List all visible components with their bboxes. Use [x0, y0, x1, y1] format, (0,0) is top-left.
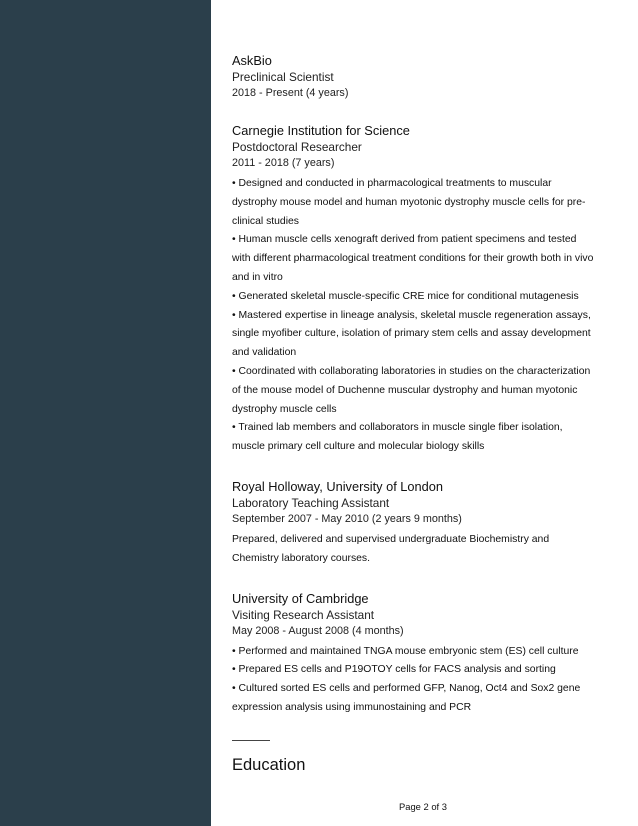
job-description-line: dystrophy mouse model and human myotonic dystrophy muscle cells for pre- — [232, 196, 586, 208]
section-heading-education: Education — [232, 755, 306, 774]
job-description-line: • Coordinated with collaborating laboratories in studies on the characterization — [232, 365, 591, 377]
job-description-line: dystrophy muscle cells — [232, 403, 337, 415]
job-description-line: • Trained lab members and collaborators in muscle single fiber isolation, — [232, 422, 563, 434]
section-divider — [232, 740, 270, 741]
job-dates: May 2008 - August 2008 (4 months) — [232, 624, 404, 637]
job-entry-askbio — [232, 53, 622, 101]
sidebar-panel — [0, 0, 211, 826]
job-description-line: • Prepared ES cells and P19OTOY cells for FACS analysis and sorting — [232, 664, 556, 676]
job-company: AskBio — [232, 53, 272, 68]
job-description-line: and validation — [232, 347, 297, 359]
job-dates: 2011 - 2018 (7 years) — [232, 157, 335, 169]
job-entry-royal-holloway — [232, 479, 622, 569]
job-title: Preclinical Scientist — [232, 70, 334, 84]
job-company: University of Cambridge — [232, 590, 369, 606]
job-description-line: • Generated skeletal muscle-specific CRE mice for conditional mutagenesis — [232, 290, 579, 302]
page-number: Page 2 of 3 — [399, 801, 447, 812]
job-description-line: with different pharmacological treatment conditions for their growth both in vivo — [232, 253, 594, 265]
job-dates: September 2007 - May 2010 (2 years 9 months) — [232, 512, 462, 525]
job-description-line: of the mouse model of Duchenne muscular dystrophy and human myotonic — [232, 384, 578, 396]
job-description-line: single myofiber culture, isolation of primary stem cells and assay development — [232, 328, 591, 340]
job-dates: 2018 - Present (4 years) — [232, 87, 349, 99]
job-description-line: and in vitro — [232, 271, 283, 283]
job-entry-carnegie — [232, 123, 622, 457]
job-company: Carnegie Institution for Science — [232, 123, 410, 138]
job-company: Royal Holloway, University of London — [232, 478, 444, 494]
job-description-line: expression analysis using immunostaining and PCR — [232, 701, 472, 713]
job-description-line: Prepared, delivered and supervised undergraduate Biochemistry and — [232, 533, 550, 545]
job-description-line: • Mastered expertise in lineage analysis, skeletal muscle regeneration assays, — [232, 309, 591, 321]
job-description-line: • Human muscle cells xenograft derived from patient specimens and tested — [232, 234, 577, 246]
job-description-line: clinical studies — [232, 215, 299, 227]
job-description-line: • Performed and maintained TNGA mouse embryonic stem (ES) cell culture — [232, 645, 579, 657]
job-title: Laboratory Teaching Assistant — [232, 495, 390, 510]
job-description-line: Chemistry laboratory courses. — [232, 552, 371, 564]
job-title: Visiting Research Assistant — [232, 607, 375, 622]
job-description-line: • Cultured sorted ES cells and performed GFP, Nanog, Oct4 and Sox2 gene — [232, 683, 581, 695]
job-description-line: • Designed and conducted in pharmacological treatments to muscular — [232, 178, 552, 189]
job-title: Postdoctoral Researcher — [232, 140, 362, 154]
job-entry-cambridge — [232, 591, 622, 718]
job-description-line: muscle primary cell culture and molecular biology skills — [232, 441, 485, 453]
experience-content — [232, 53, 622, 775]
